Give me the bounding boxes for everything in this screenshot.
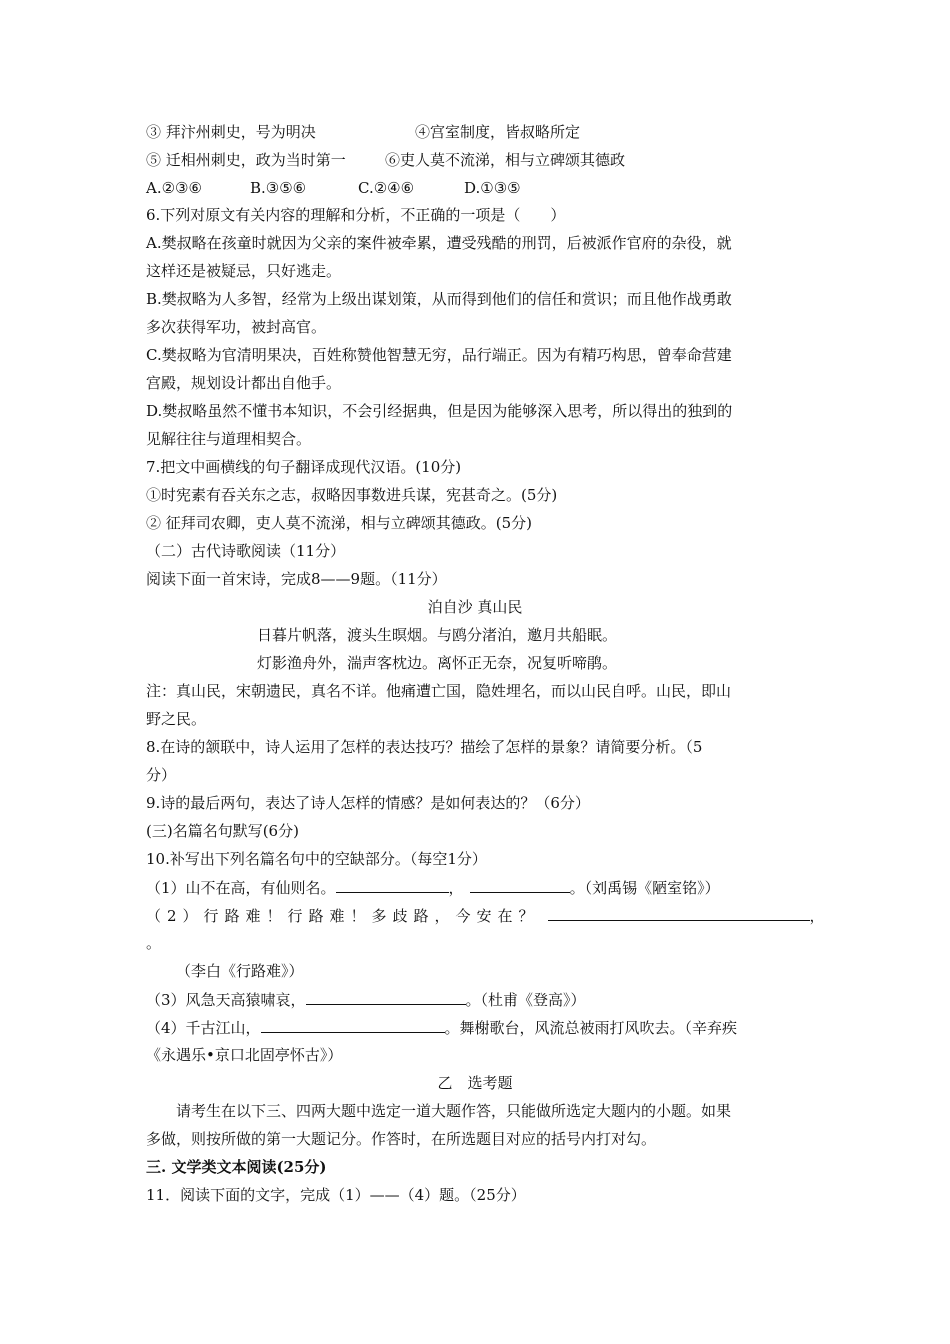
q10-item-4-source: 《永遇乐•京口北固亭怀古》） (146, 1046, 343, 1064)
poem-title: 泊自沙 真山民 (427, 598, 523, 616)
q6-option-a-line1: A.樊叔略在孩童时就因为父亲的案件被牵累，遭受残酷的刑罚，后被派作官府的杂役，就 (146, 234, 732, 252)
dictation-section-title: (三)名篇名句默写(6分) (146, 822, 299, 840)
q6-option-a-line2: 这样还是被疑忌，只好逃走。 (146, 262, 342, 280)
q5-option-b: B.③⑤⑥ (250, 179, 307, 197)
q6-option-b-line1: B.樊叔略为人多智，经常为上级出谋划策，从而得到他们的信任和赏识；而且他作战勇敢 (146, 290, 732, 308)
q6-option-c-line1: C.樊叔略为官清明果决，百姓称赞他智慧无穷，品行端正。因为有精巧构思，曾奉命营建 (146, 346, 732, 364)
answer-blank[interactable] (548, 905, 810, 921)
q5-item-3: ③ 拜汴州刺史，号为明决 (146, 123, 316, 141)
answer-blank[interactable] (336, 877, 449, 893)
q6-option-d-line1: D.樊叔略虽然不懂书本知识，不会引经据典，但是因为能够深入思考，所以得出的独到的 (146, 402, 733, 420)
q6-option-b-line2: 多次获得军功，被封高官。 (146, 318, 327, 336)
q10-item-4: （4）千古江山， 。舞榭歌台，风流总被雨打风吹去。（辛弃疾 (146, 1019, 738, 1037)
q5-option-d: D.①③⑤ (464, 179, 521, 197)
answer-blank[interactable] (261, 1017, 445, 1033)
answer-blank[interactable] (470, 877, 570, 893)
poetry-intro: 阅读下面一首宋诗，完成8——9题。（11分） (146, 570, 447, 588)
answer-blank[interactable] (306, 989, 466, 1005)
q5-item-5: ⑤ 迁相州刺史，政为当时第一 (146, 151, 346, 169)
elective-heading: 乙 选考题 (437, 1074, 513, 1092)
q5-item-4: ④宫室制度，皆叔略所定 (415, 123, 581, 141)
q6-stem: 6.下列对原文有关内容的理解和分析，不正确的一项是（ ） (146, 206, 566, 224)
q5-option-a: A.②③⑥ (146, 179, 202, 197)
poem-note-line1: 注：真山民，宋朝遗民，真名不详。他痛遭亡国，隐姓埋名，而以山民自呼。山民，即山 (146, 682, 732, 700)
q5-line-2 (146, 150, 626, 170)
q10-item-2-end: 。 (146, 934, 162, 952)
q6-option-d-line2: 见解往往与道理相契合。 (146, 430, 312, 448)
q5-item-6: ⑥吏人莫不流涕，相与立碑颂其德政 (385, 151, 626, 169)
q7-stem: 7.把文中画横线的句子翻译成现代汉语。(10分) (146, 458, 462, 476)
q6-option-c-line2: 宫殿，规划设计都出自他手。 (146, 374, 342, 392)
q10-item-2-source: （李白《行路难》） (176, 962, 304, 980)
q5-line-1 (146, 122, 581, 142)
section-3-title: 三. 文学类文本阅读(25分) (146, 1158, 327, 1176)
q11-stem: 11．阅读下面的文字，完成（1）——（4）题。（25分） (146, 1186, 526, 1204)
elective-instructions-line1: 请考生在以下三、四两大题中选定一道大题作答，只能做所选定大题内的小题。如果 (176, 1102, 732, 1120)
q10-item-3: （3）风急天高猿啸哀， 。（杜甫《登高》） (146, 991, 586, 1009)
q8-line2: 分） (146, 766, 177, 784)
q7-sentence-2: ② 征拜司农卿，吏人莫不流涕，相与立碑颂其德政。(5分) (146, 514, 533, 532)
q7-sentence-1: ①时宪素有吞关东之志，叔略因事数进兵谋，宪甚奇之。(5分) (146, 486, 558, 504)
q5-choices (146, 178, 521, 198)
q9: 9.诗的最后两句，表达了诗人怎样的情感？是如何表达的？（6分） (146, 794, 590, 812)
poem-note-line2: 野之民。 (146, 710, 207, 728)
q8-line1: 8.在诗的颔联中，诗人运用了怎样的表达技巧？描绘了怎样的景象？请简要分析。（5 (146, 738, 703, 756)
q10-stem: 10.补写出下列名篇名句中的空缺部分。（每空1分） (146, 850, 487, 868)
q10-item-1: （1）山不在高，有仙则名。 ， 。（刘禹锡《陋室铭》） (146, 879, 720, 897)
poem-verse-2: 灯影渔舟外，湍声客枕边。离怀正无奈，况复听啼鹃。 (257, 654, 618, 672)
q10-item-2: （2）行路难！行路难！多歧路，今安在？ ， (146, 907, 831, 925)
q5-option-c: C.②④⑥ (358, 179, 415, 197)
elective-instructions-line2: 多做，则按所做的第一大题记分。作答时，在所选题目对应的括号内打对勾。 (146, 1130, 657, 1148)
poem-verse-1: 日暮片帆落，渡头生暝烟。与鸥分渚泊，邀月共船眠。 (257, 626, 618, 644)
poetry-section-title: （二）古代诗歌阅读（11分） (146, 542, 346, 560)
